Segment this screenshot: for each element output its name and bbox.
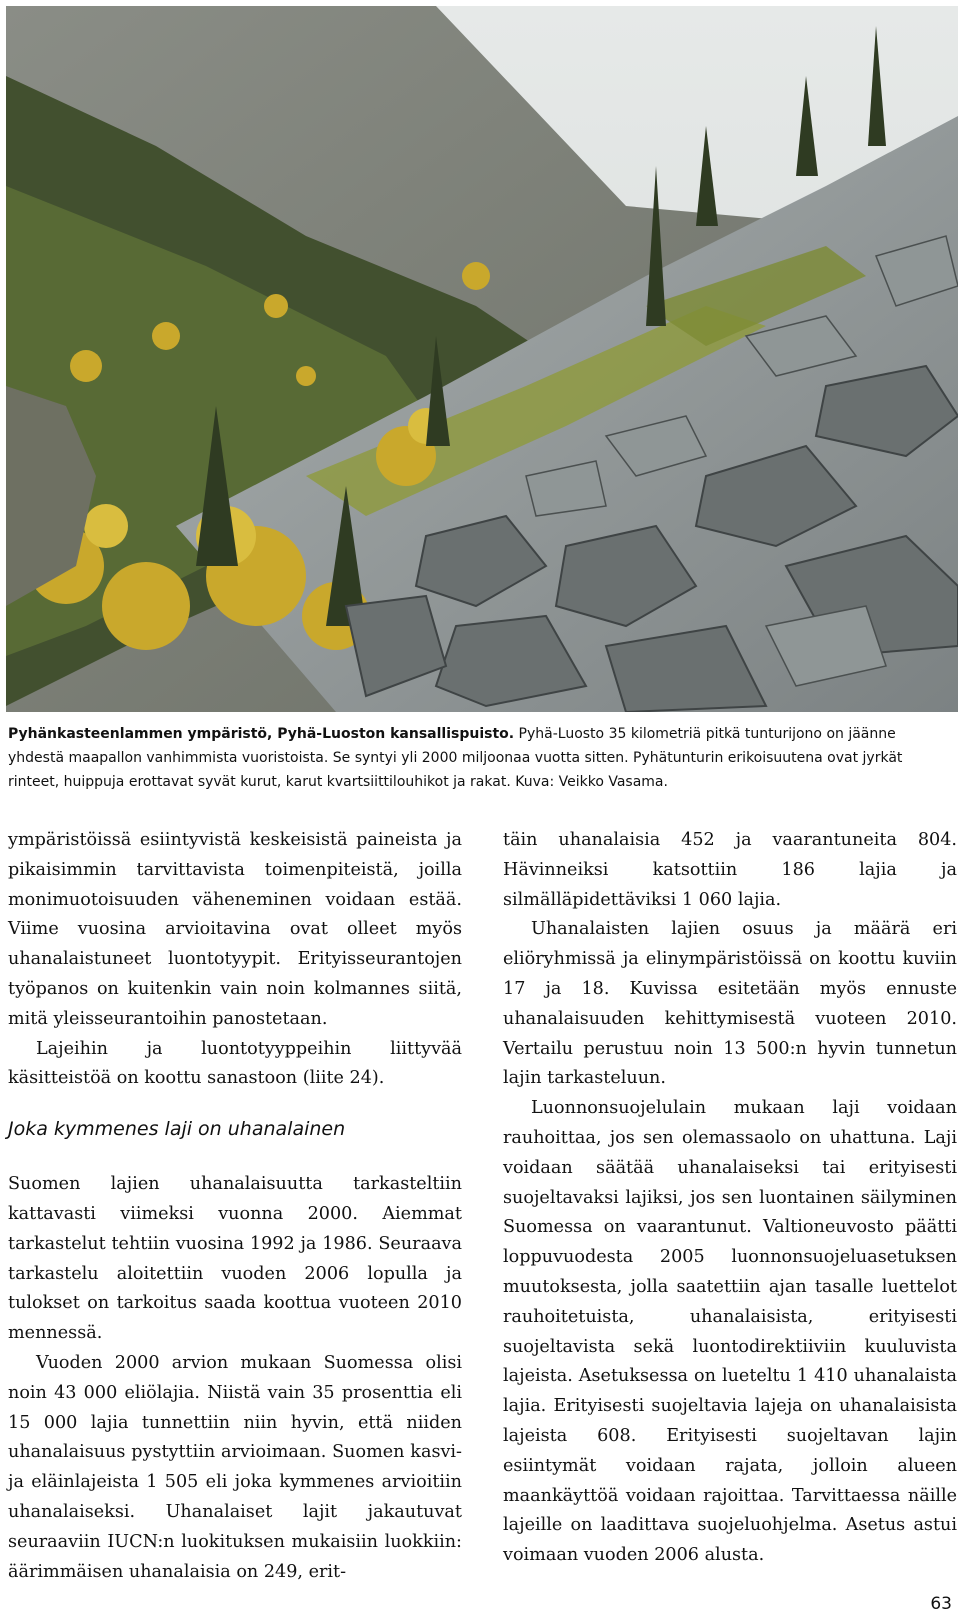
caption-text: Pyhä-Luosto 35 kilometriä pitkä tunturijono on jäänne yhdestä maapallon vanhimmista vuoristoista. Se syntyi yli 2000 miljoonaa vuotta sitten. Pyhätunturin erikoisuutena ovat jyrkät rinteet, huippuja erottavat syvät kurut, karut kvartsiittilouhikot ja rakat. Kuva: Veikko Vasama. bbox=[8, 726, 903, 790]
right-column bbox=[503, 826, 957, 1571]
section-heading: Joka kymmenes laji on uhanalainen bbox=[8, 1118, 346, 1141]
left-paragraph-1: ympäristöissä esiintyvistä keskeisistä paineista ja pikaisimmin tarvittavista toimenpiteistä, joilla monimuotoisuuden väheneminen voidaan estää. Viime vuosina arvioitavina ovat olleet myös uhanalaistuneet luontotyypit. Erityisseurantojen työpanos on kuitenkin vain noin kolmannes siitä, mitä yleisseurantoihin panostetaan. bbox=[8, 830, 462, 1029]
left-paragraph-3: Suomen lajien uhanalaisuutta tarkasteltiin kattavasti viimeksi vuonna 2000. Aiemmat tarkastelut tehtiin vuosina 1992 ja 1986. Seuraava tarkastelu aloitettiin vuoden 2006 lopulla ja tulokset on tarkoitus saada koottua vuoteen 2010 mennessä. bbox=[8, 1174, 462, 1344]
right-paragraph-2: Uhanalaisten lajien osuus ja määrä eri eliöryhmissä ja elinympäristöissä on koottu kuviin 17 ja 18. Kuvissa esitetään myös ennuste uhanalaisuuden kehittymisestä vuoteen 2010. Vertailu perustuu noin 13 500:n hyvin tunnetun lajin tarkasteluun. bbox=[503, 919, 957, 1089]
page-number: 63 bbox=[930, 1594, 952, 1614]
right-paragraph-1: täin uhanalaisia 452 ja vaarantuneita 804. Hävinneiksi katsottiin 186 lajia ja silmälläpidettäviksi 1 060 lajia. bbox=[503, 830, 957, 910]
landscape-photo-icon bbox=[6, 6, 958, 712]
landscape-photo bbox=[6, 6, 958, 712]
left-paragraph-2: Lajeihin ja luontotyyppeihin liittyvää käsitteistöä on koottu sanastoon (liite 24). bbox=[8, 1038, 462, 1089]
right-paragraph-3: Luonnonsuojelulain mukaan laji voidaan rauhoittaa, jos sen olemassaolo on uhattuna. Laji voidaan säätää uhanalaiseksi tai erityisesti suojeltavaksi lajiksi, jos sen luontainen säilyminen Suomessa on vaarantunut. Valtioneuvosto päätti loppuvuodesta 2005 luonnonsuojeluasetuksen muutoksesta, jolla saatettiin ajan tasalle luettelot rauhoitetuista, uhanalaisista, erityisesti suojeltavista sekä luontodirektiiviin kuuluvista lajeista. Asetuksessa on lueteltu 1 410 uhanalaista lajia. Erityisesti suojeltavia lajeja on uhanalaisista lajeista 608. Erityisesti suojeltavan lajin esiintymät voidaan rajata, jolloin alueen maankäyttöä voidaan rajoittaa. Tarvittaessa näille lajeille on laadittava suojeluohjelma. Asetus astui voimaan vuoden 2006 alusta. bbox=[503, 1098, 957, 1566]
left-column bbox=[8, 826, 462, 1587]
photo-caption bbox=[8, 722, 954, 794]
caption-bold: Pyhänkasteenlammen ympäristö, Pyhä-Luoston kansallispuisto. bbox=[8, 726, 515, 742]
left-paragraph-4: Vuoden 2000 arvion mukaan Suomessa olisi noin 43 000 eliölajia. Niistä vain 35 prosenttia eli 15 000 lajia tunnettiin niin hyvin, että niiden uhanalaisuus pystyttiin arvioimaan. Suomen kasvi- ja eläinlajeista 1 505 eli joka kymmenes arvioitiin uhanalaiseksi. Uhanalaiset lajit jakautuvat seuraaviin IUCN:n luokituksen mukaisiin luokkiin: äärimmäisen uhanalaisia on 249, erit- bbox=[8, 1352, 462, 1582]
